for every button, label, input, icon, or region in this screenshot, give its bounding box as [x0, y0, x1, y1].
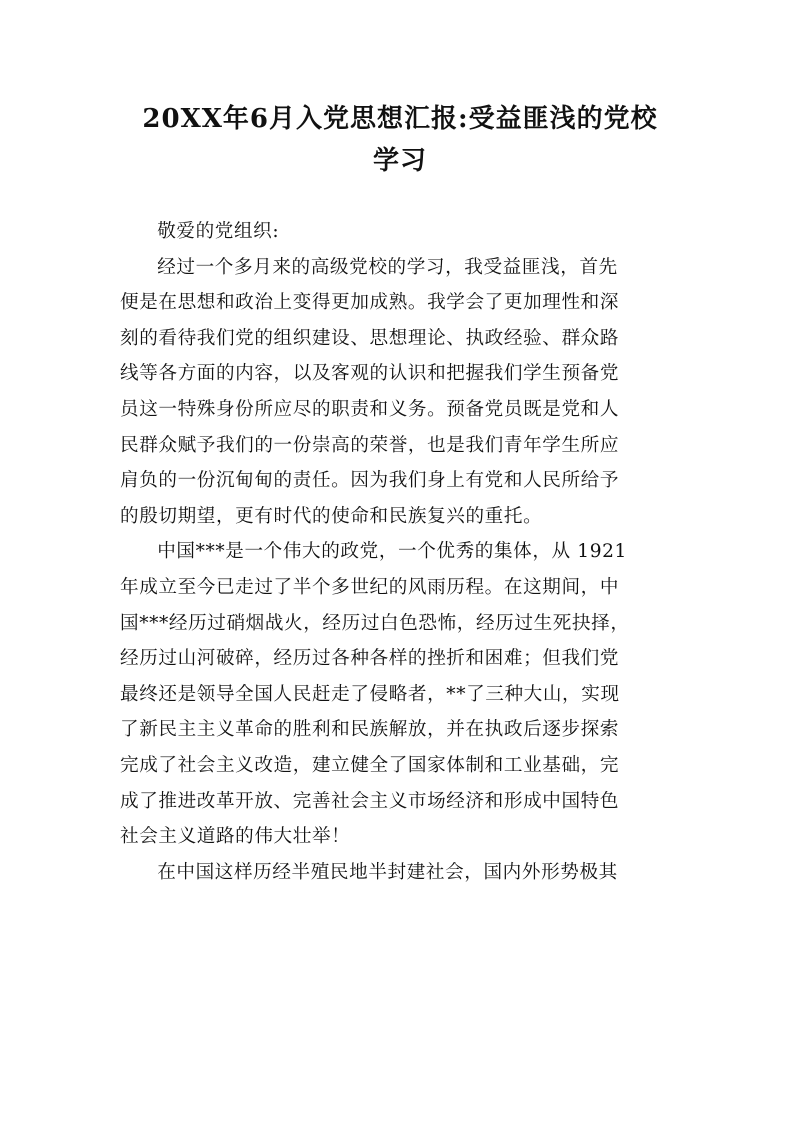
- paragraph-line: 中国***是一个伟大的政党，一个优秀的集体，从 1921: [157, 541, 627, 563]
- paragraph-line: 线等各方面的内容，以及客观的认识和把握我们学生预备党: [120, 363, 620, 385]
- paragraph-2: [120, 534, 680, 854]
- document-body: [120, 214, 680, 890]
- paragraph-line: 了新民主主义革命的胜利和民族解放，并在执政后逐步探索: [120, 719, 620, 741]
- title-line-1: 20XX年6月入党思想汇报:受益匪浅的党校: [142, 104, 658, 134]
- paragraph-line: 国***经历过硝烟战火，经历过白色恐怖，经历过生死抉择，: [120, 612, 630, 634]
- paragraph-line: 的殷切期望，更有时代的使命和民族复兴的重托。: [120, 505, 543, 527]
- paragraph-line: 刻的看待我们党的组织建设、思想理论、执政经验、群众路: [120, 327, 620, 349]
- paragraph-1: [120, 250, 680, 535]
- paragraph-line: 民群众赋予我们的一份崇高的荣誉，也是我们青年学生所应: [120, 434, 620, 456]
- paragraph-line: 便是在思想和政治上变得更加成熟。我学会了更加理性和深: [120, 292, 620, 314]
- paragraph-line: 经历过山河破碎，经历过各种各样的挫折和困难；但我们党: [120, 648, 620, 670]
- paragraph-line: 成了推进改革开放、完善社会主义市场经济和形成中国特色: [120, 790, 620, 812]
- paragraph-line: 在中国这样历经半殖民地半封建社会，国内外形势极其: [157, 861, 618, 883]
- paragraph-line: 完成了社会主义改造，建立健全了国家体制和工业基础，完: [120, 754, 620, 776]
- paragraph-3: [120, 855, 680, 891]
- paragraph-line: 员这一特殊身份所应尽的职责和义务。预备党员既是党和人: [120, 398, 620, 420]
- paragraph-line: 社会主义道路的伟大壮举！: [120, 826, 351, 848]
- paragraph-line: 年成立至今已走过了半个多世纪的风雨历程。在这期间，中: [120, 576, 620, 598]
- paragraph-line: 经过一个多月来的高级党校的学习，我受益匪浅，首先: [157, 256, 618, 278]
- paragraph-line: 最终还是领导全国人民赶走了侵略者，**了三种大山，实现: [120, 683, 620, 705]
- paragraph-line: 肩负的一份沉甸甸的责任。因为我们身上有党和人民所给予: [120, 470, 620, 492]
- document-title: [100, 98, 700, 182]
- title-line-2: 学习: [372, 146, 427, 176]
- salutation: 敬爱的党组织:: [157, 221, 280, 242]
